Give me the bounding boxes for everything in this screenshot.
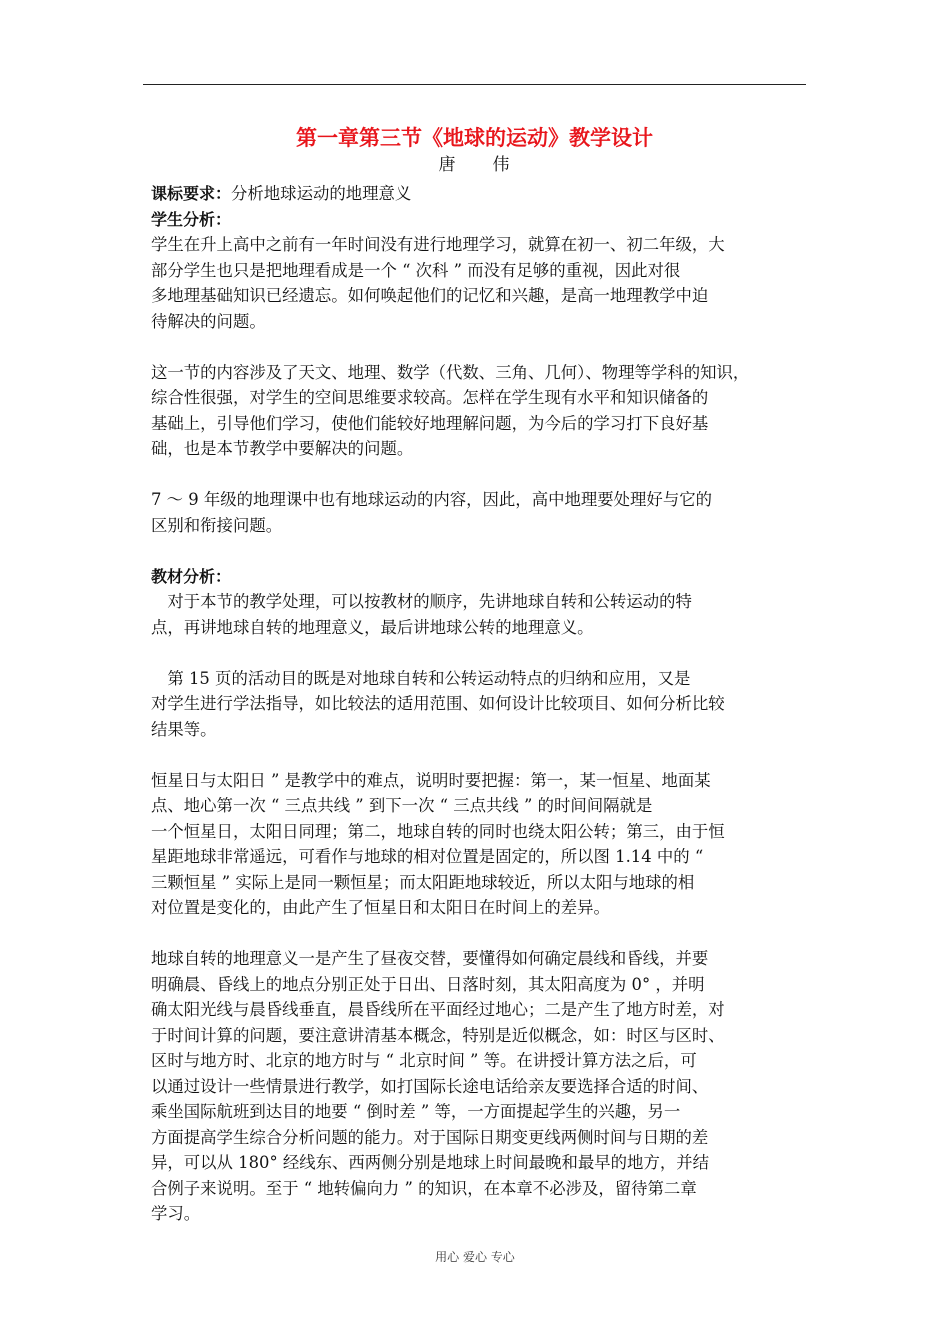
paragraph-line: 点、地心第一次 “ 三点共线 ” 到下一次 “ 三点共线 ” 的时间间隔就是 [151,796,653,815]
paragraph-line: 区时与地方时、北京的地方时与 “ 北京时间 ” 等。在讲授计算方法之后，可 [151,1051,697,1070]
paragraph-line: 合例子来说明。至于 “ 地转偏向力 ” 的知识，在本章不必涉及，留待第二章 [151,1178,697,1198]
paragraph-line: 乘坐国际航班到达目的地要 “ 倒时差 ” 等，一方面提起学生的兴趣，另一 [151,1102,681,1121]
paragraph-line: 结果等。 [151,719,217,739]
document-author: 唐 伟 [438,155,511,175]
paragraph-line: 星距地球非常遥远，可看作与地球的相对位置是固定的，所以图 1.14 中的 “ [151,847,704,866]
paragraph-line: 第 15 页的活动目的既是对地球自转和公转运动特点的归纳和应用，又是 [151,668,691,688]
paragraph-line: 基础上，引导他们学习，使他们能较好地理解问题，为今后的学习打下良好基 [151,413,709,433]
paragraph-line: 多地理基础知识已经遗忘。如何唤起他们的记忆和兴趣，是高一地理教学中迫 [151,286,709,305]
document-title: 第一章第三节《地球的运动》教学设计 [296,126,653,150]
paragraph-line: 点，再讲地球自转的地理意义，最后讲地球公转的地理意义。 [151,617,594,637]
paragraph-line: 异，可以从 180° 经线东、西两侧分别是地球上时间最晚和最早的地方，并结 [151,1153,710,1172]
paragraph-gap [151,462,806,488]
paragraph-line: 三颗恒星 ” 实际上是同一颗恒星；而太阳距地球较近，所以太阳与地球的相 [151,872,695,892]
paragraph-line: 7 ～ 9 年级的地理课中也有地球运动的内容，因此，高中地理要处理好与它的 [151,490,712,509]
page-footer: 用心 爱心 专心 [435,1250,515,1264]
paragraph-gap [151,921,806,947]
header-rule [143,84,806,85]
requirement-line [151,181,806,207]
requirement-label: 课标要求： [151,184,232,203]
paragraph-line: 恒星日与太阳日 ” 是教学中的难点，说明时要把握：第一，某一恒星、地面某 [151,770,711,790]
paragraph-line: 部分学生也只是把地理看成是一个 “ 次科 ” 而没有足够的重视，因此对很 [151,260,681,280]
paragraph-line: 于时间计算的问题，要注意讲清基本概念，特别是近似概念，如：时区与区时、 [151,1025,725,1045]
paragraph-line: 这一节的内容涉及了天文、地理、数学（代数、三角、几何）、物理等学科的知识， [151,362,750,382]
paragraph-line: 一个恒星日，太阳日同理；第二，地球自转的同时也绕太阳公转；第三，由于恒 [151,821,725,841]
paragraph-gap [151,640,806,666]
material-analysis-label: 教材分析： [151,566,232,586]
paragraph-gap [151,538,806,564]
paragraph-line: 明确晨、昏线上的地点分别正处于日出、日落时刻，其太阳高度为 0° ，并明 [151,974,705,994]
paragraph-line: 方面提高学生综合分析问题的能力。对于国际日期变更线两侧时间与日期的差 [151,1127,709,1147]
paragraph-line: 础，也是本节教学中要解决的问题。 [151,439,414,458]
paragraph-line: 待解决的问题。 [151,311,266,331]
paragraph-gap [151,334,806,360]
paragraph-line: 对于本节的教学处理，可以按教材的顺序，先讲地球自转和公转运动的特 [151,592,692,611]
document-body [151,181,806,1227]
paragraph-line: 地球自转的地理意义一是产生了昼夜交替，要懂得如何确定晨线和昏线，并要 [151,949,709,968]
paragraph-line: 确太阳光线与晨昏线垂直，晨昏线所在平面经过地心；二是产生了地方时差，对 [151,1000,725,1019]
paragraph-line: 综合性很强，对学生的空间思维要求较高。怎样在学生现有水平和知识储备的 [151,388,709,407]
paragraph-line: 学生在升上高中之前有一年时间没有进行地理学习，就算在初一、初二年级，大 [151,235,725,254]
requirement-text: 分析地球运动的地理意义 [231,184,412,203]
paragraph-line: 对位置是变化的，由此产生了恒星日和太阳日在时间上的差异。 [151,898,610,917]
paragraph-line: 区别和衔接问题。 [151,515,283,535]
paragraph-line: 学习。 [151,1204,201,1223]
paragraph-line: 以通过设计一些情景进行教学，如打国际长途电话给亲友要选择合适的时间、 [151,1076,709,1096]
paragraph-gap [151,742,806,768]
student-analysis-label: 学生分析： [151,209,232,229]
paragraph-line: 对学生进行学法指导，如比较法的适用范围、如何设计比较项目、如何分析比较 [151,694,725,713]
